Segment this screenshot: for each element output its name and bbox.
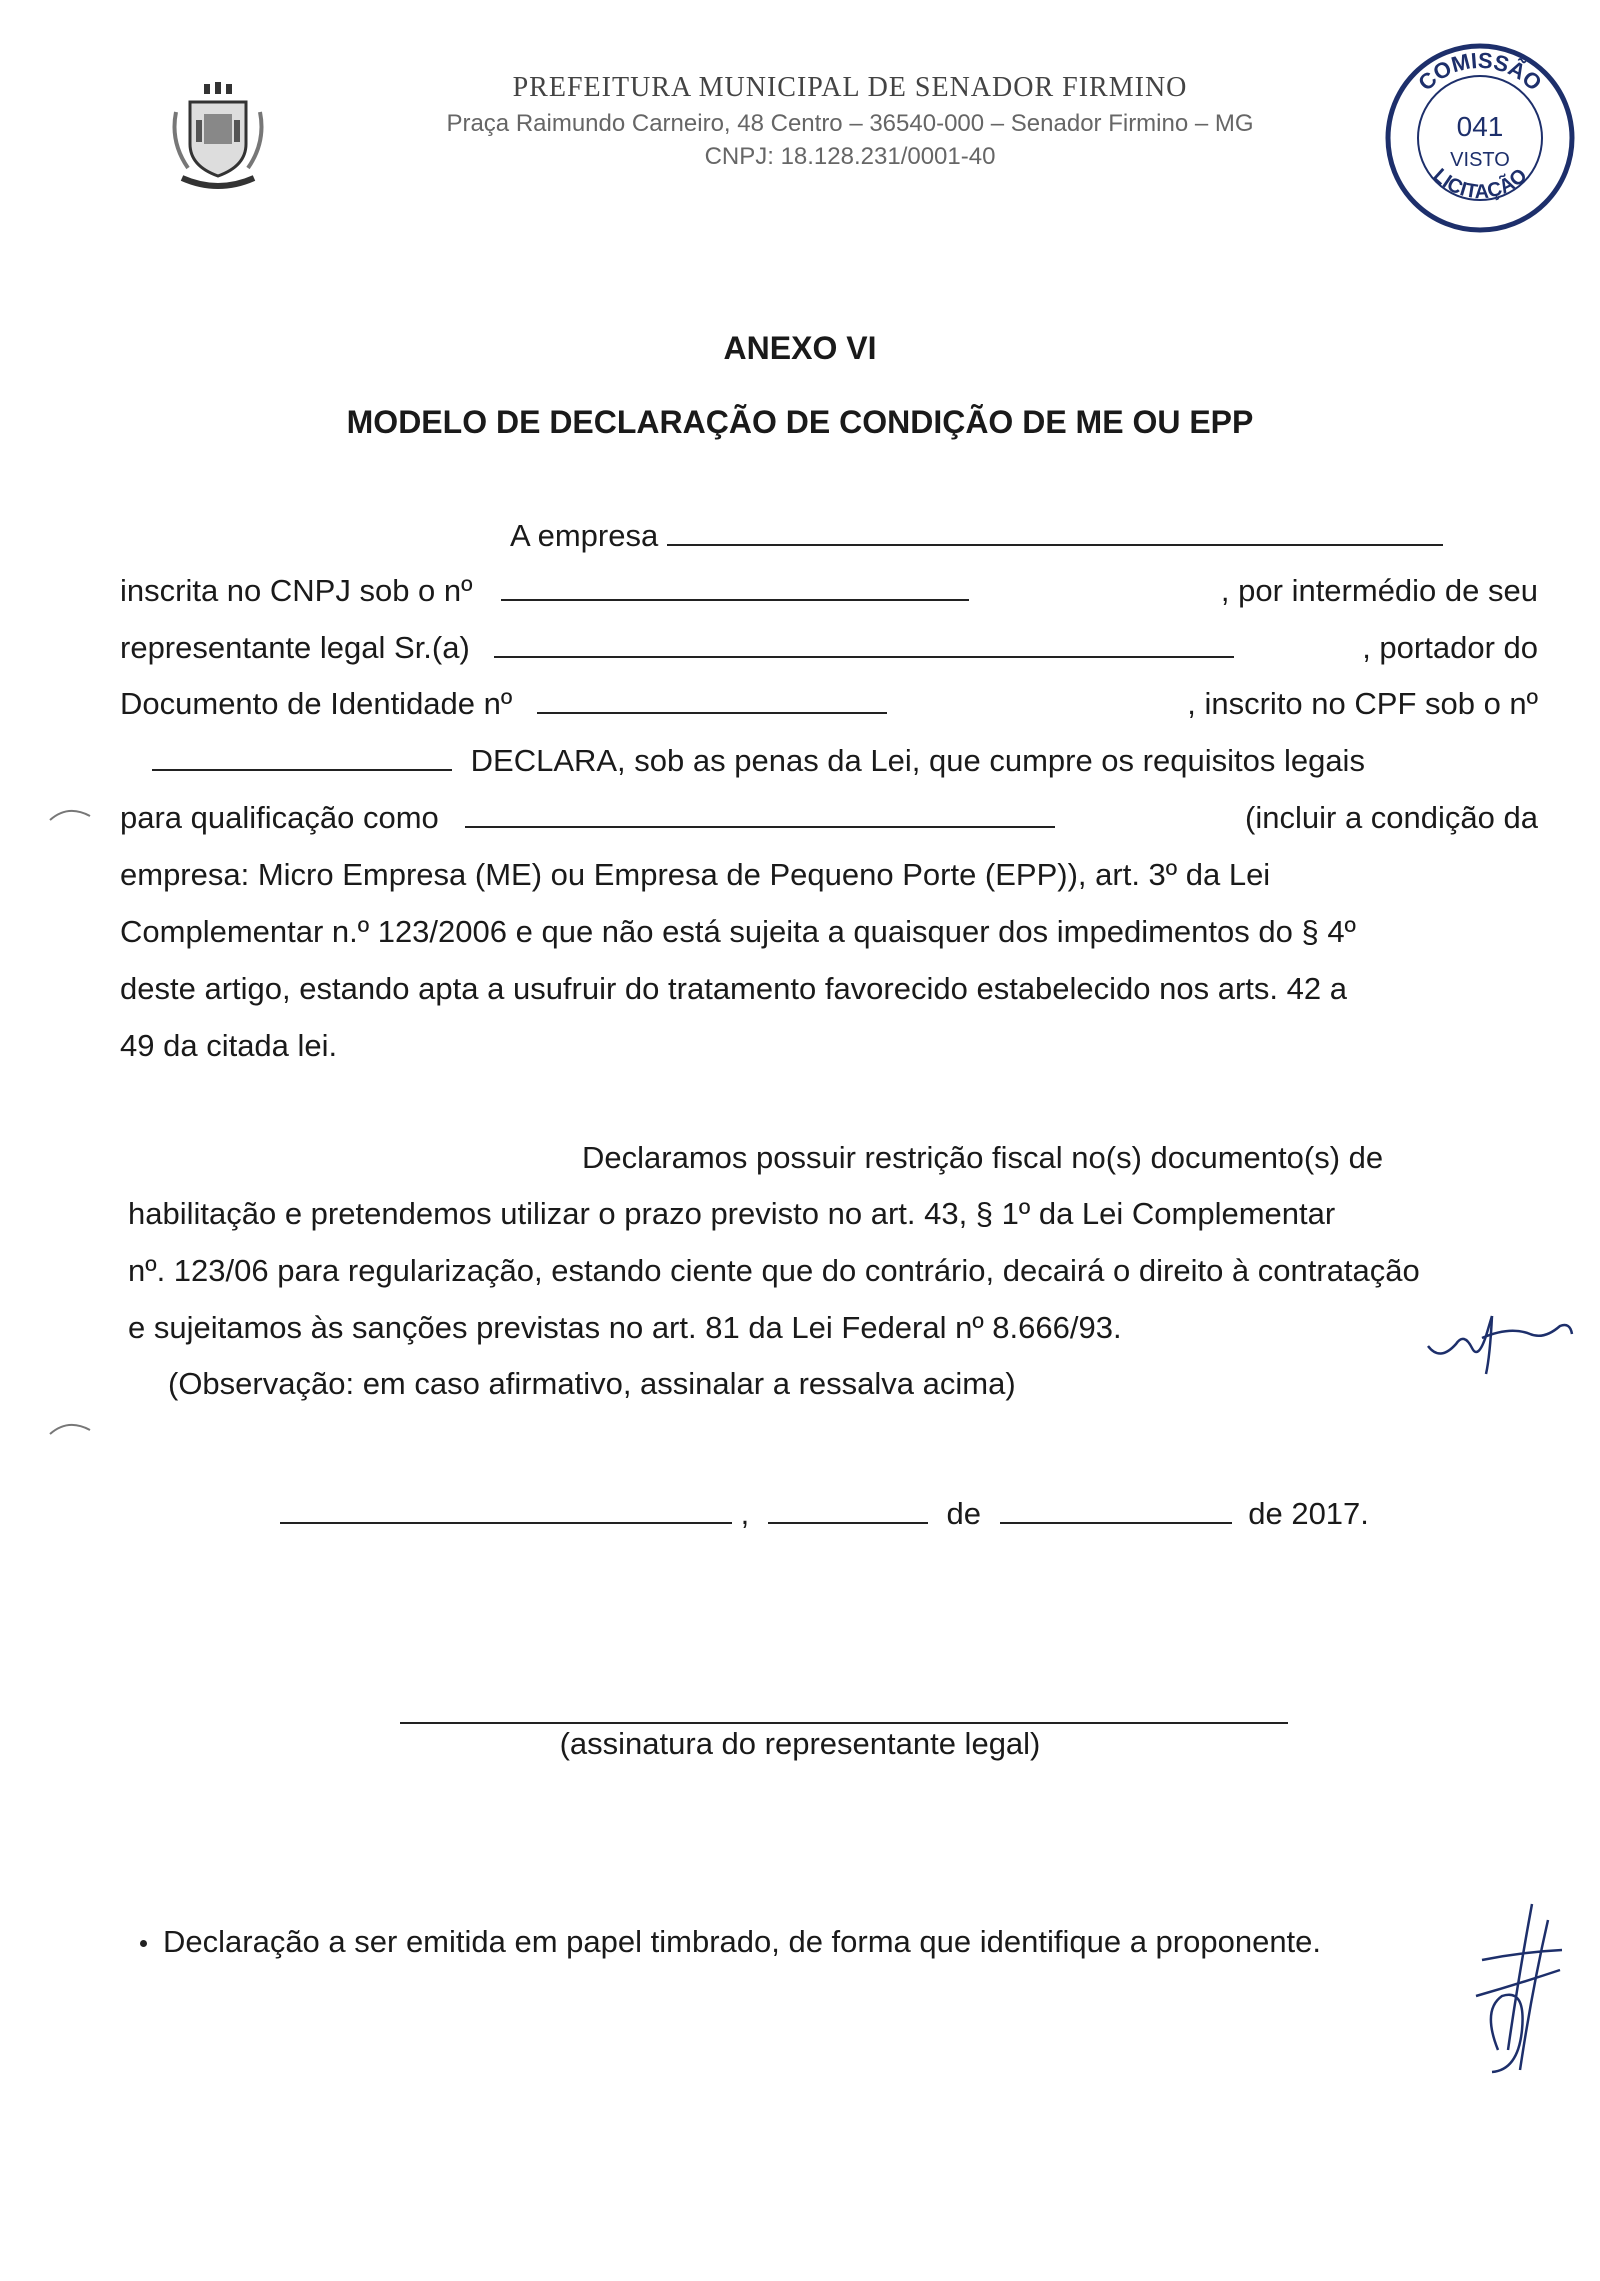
p1-line-9: deste artigo, estando apta a usufruir do tratamento favorecido estabelecido nos arts. 42 a [120, 971, 1347, 1006]
stamp-bottom-text: LICITAÇÃO [1428, 164, 1532, 204]
header-title: PREFEITURA MUNICIPAL DE SENADOR FIRMINO [512, 72, 1188, 103]
footnote: Declaração a ser emitida em papel timbrado, de forma que identifique a proponente. [140, 1924, 1321, 1960]
city-blank [280, 1496, 732, 1524]
date-line: , de de 2017. [280, 1496, 1369, 1532]
scan-mark [46, 800, 96, 830]
cnpj-blank [501, 573, 969, 601]
document-title: MODELO DE DECLARAÇÃO DE CONDIÇÃO DE ME OU EPP [346, 404, 1254, 440]
svg-text:COMISSÃO [1413, 48, 1546, 96]
day-blank [768, 1496, 928, 1524]
cpf-blank [152, 743, 452, 771]
coat-of-arms-logo [168, 82, 268, 192]
annex-title: ANEXO VI [723, 330, 877, 366]
id-document-blank [537, 686, 887, 714]
observation-note: (Observação: em caso afirmativo, assinalar a ressalva acima) [168, 1366, 1016, 1401]
p2-line-3: nº. 123/06 para regularização, estando ciente que do contrário, decairá o direito à contratação [128, 1253, 1420, 1288]
stamp-number: 041 [1456, 111, 1504, 142]
signature-label: (assinatura do representante legal) [559, 1726, 1041, 1761]
p1-line-3: representante legal Sr.(a) , portador do [120, 630, 1538, 665]
scan-mark [46, 1414, 96, 1444]
month-blank [1000, 1496, 1232, 1524]
p1-line-10: 49 da citada lei. [120, 1028, 338, 1063]
p2-line-2: habilitação e pretendemos utilizar o prazo previsto no art. 43, § 1º da Lei Complementar [128, 1196, 1336, 1231]
p2-line-4: e sujeitamos às sanções previstas no art. 81 da Lei Federal nº 8.666/93. [128, 1310, 1122, 1345]
header-address: Praça Raimundo Carneiro, 48 Centro – 36540-000 – Senador Firmino – MG [446, 110, 1254, 137]
stamp-visto: VISTO [1450, 149, 1510, 171]
representative-blank [494, 630, 1234, 658]
qualification-blank [465, 800, 1055, 828]
header-cnpj: CNPJ: 18.128.231/0001-40 [704, 143, 996, 170]
p2-line-1: Declaramos possuir restrição fiscal no(s) documento(s) de [582, 1140, 1384, 1175]
handwritten-initials [1420, 1296, 1580, 1376]
handwritten-rubric [1462, 1900, 1572, 2080]
p1-line-5: DECLARA, sob as penas da Lei, que cumpre os requisitos legais [152, 743, 1365, 779]
p1-line-4: Documento de Identidade nº , inscrito no CPF sob o nº [120, 686, 1538, 721]
stamp-top-text: COMISSÃO [1413, 47, 1547, 96]
p1-line-1: A empresa [510, 518, 1443, 554]
signature-line [400, 1722, 1288, 1724]
p1-line-6: para qualificação como (incluir a condição da [120, 800, 1538, 835]
commission-stamp [1380, 38, 1580, 238]
bullet-icon [140, 1940, 147, 1947]
p1-line-7: empresa: Micro Empresa (ME) ou Empresa de Pequeno Porte (EPP)), art. 3º da Lei [120, 857, 1271, 892]
company-name-blank [667, 518, 1443, 546]
p1-line-8: Complementar n.º 123/2006 e que não está sujeita a quaisquer dos impedimentos do § 4º [120, 914, 1356, 949]
p1-line-2: inscrita no CNPJ sob o nº , por intermédio de seu [120, 573, 1538, 608]
